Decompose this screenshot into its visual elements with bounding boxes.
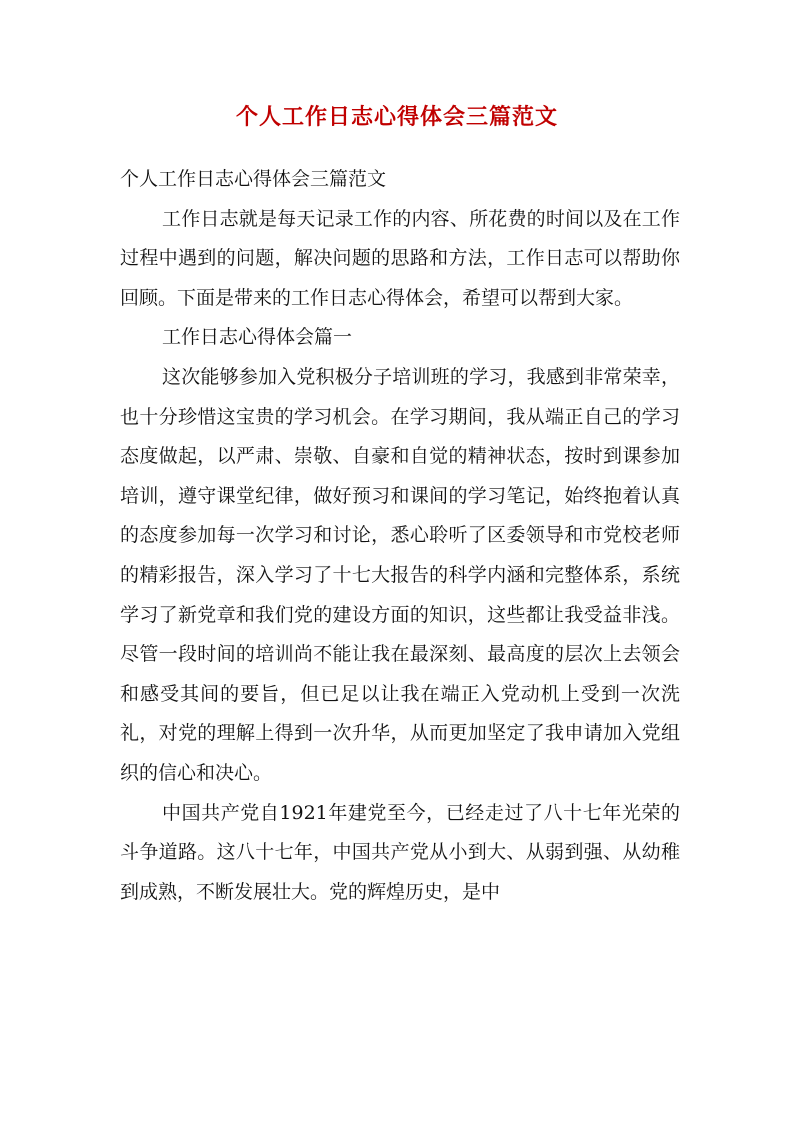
subtitle-paragraph: 个人工作日志心得体会三篇范文 bbox=[120, 168, 387, 190]
document-body bbox=[120, 160, 680, 912]
intro-paragraph: 工作日志就是每天记录工作的内容、所花费的时间以及在工作过程中遇到的问题，解决问题的思路和方法，工作日志可以帮助你回顾。下面是带来的工作日志心得体会，希望可以帮到大家。 bbox=[120, 207, 680, 309]
document-title: 个人工作日志心得体会三篇范文 bbox=[235, 104, 558, 130]
section-heading: 工作日志心得体会篇一 bbox=[162, 326, 353, 349]
body-paragraph: 这次能够参加入党积极分子培训班的学习，我感到非常荣幸，也十分珍惜这宝贵的学习机会。在学习期间，我从端正自己的学习态度做起，以严肃、崇敬、自豪和自觉的精神状态，按时到课参加培训，遵守课堂纪律，做好预习和课间的学习笔记，始终抱着认真的态度参加每一次学习和讨论，悉心聆听了区委领导和市党校老师的精彩报告，深入学习了十七大报告的科学内涵和完整体系，系统学习了新党章和我们党的建设方面的知识，这些都让我受益非浅。尽管一段时间的培训尚不能让我在最深刻、最高度的层次上去领会和感受其间的要旨，但已足以让我在端正入党动机上受到一次洗礼，对党的理解上得到一次升华，从而更加坚定了我申请加入党组织的信心和决心。 bbox=[120, 365, 680, 784]
body-paragraph: 中国共产党自1921年建党至今，已经走过了八十七年光荣的斗争道路。这八十七年，中国共产党从小到大、从弱到强、从幼稚到成熟，不断发展壮大。党的辉煌历史，是中 bbox=[120, 801, 680, 903]
